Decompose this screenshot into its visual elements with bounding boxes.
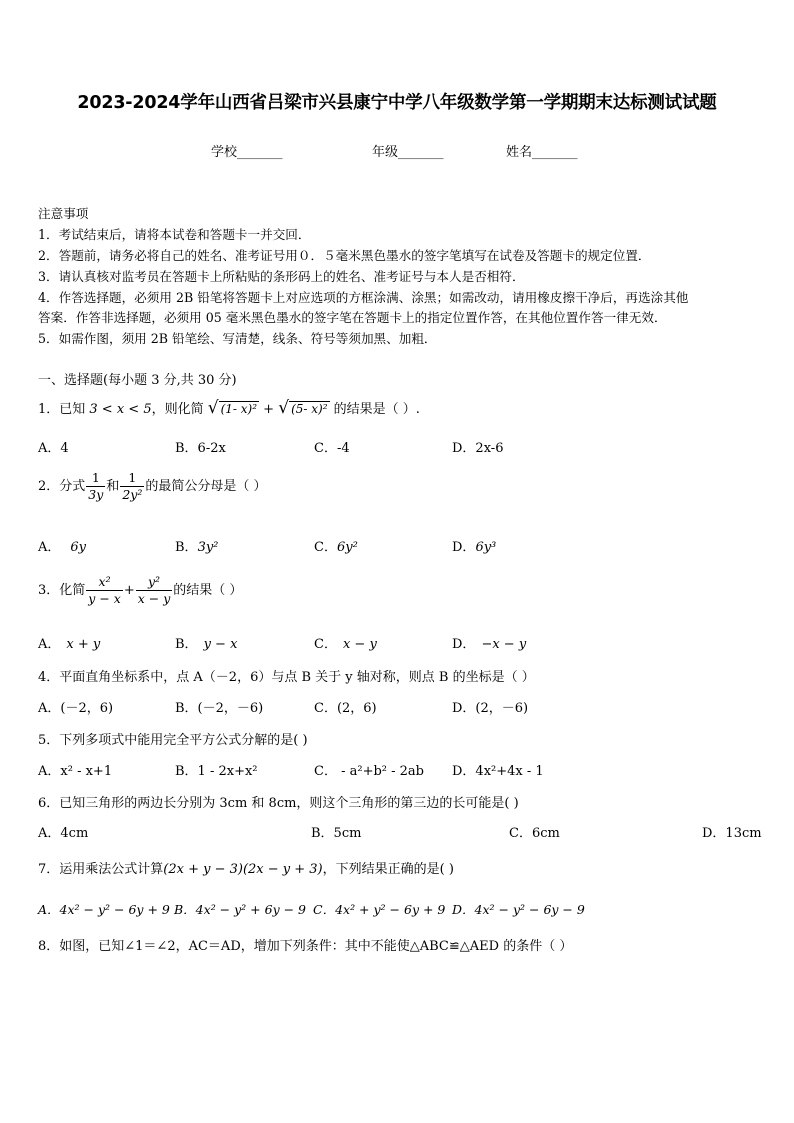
q2-option-a[interactable]: A． 6y	[38, 540, 87, 555]
question-7-stem: 7．运用乘法公式计算(2x + y − 3)(2x − y + 3)，下列结果正确的是( )	[38, 862, 454, 877]
question-3-stem: 3．化简 $\frac{\text{x²}}{y - x}$ + $\frac{\text{y²}}{x - y}$ 的结果（ ）	[38, 574, 243, 606]
question-5-stem: 5．下列多项式中能用完全平方公式分解的是( )	[38, 733, 308, 748]
note-item-4: 4．作答选择题，必须用 2B 铅笔将答题卡上对应选项的方框涂满、涂黑；如需改动，请用橡皮擦干净后，再选涂其他	[38, 290, 689, 305]
q2-fraction-1: $\frac{1}{3y}$	[88, 470, 104, 502]
q4-option-a[interactable]: A．(－2，6)	[38, 701, 114, 716]
q7-option-c[interactable]: C．4x² + y² − 6y + 9	[313, 902, 446, 917]
q6-option-b[interactable]: B．5cm	[311, 826, 362, 841]
grade-field[interactable]: 年级_______	[372, 145, 444, 160]
note-item-4-cont: 答案．作答非选择题，必须用 05 毫米黑色墨水的签字笔在答题卡上的指定位置作答，在其他位置作答一律无效．	[38, 310, 667, 325]
q2-option-b[interactable]: B．3y²	[175, 540, 219, 555]
q5-option-c[interactable]: C． - a²+b² - 2ab	[314, 764, 424, 779]
name-field[interactable]: 姓名_______	[506, 145, 578, 160]
q1-condition: 3 < x < 5	[89, 402, 152, 417]
note-item-1: 1．考试结束后，请将本试卷和答题卡一并交回．	[38, 227, 311, 242]
question-6-stem: 6．已知三角形的两边长分别为 3cm 和 8cm，则这个三角形的第三边的长可能是( )	[38, 796, 519, 811]
q1-option-b[interactable]: B．6-2x	[175, 441, 226, 456]
q3-fraction-1: $\frac{\text{x²}}{y - x}$	[88, 574, 121, 606]
q3-option-b[interactable]: B． y − x	[175, 637, 238, 652]
notes-heading: 注意事项	[38, 206, 89, 221]
question-1-stem: 1．已知 3 < x < 5，则化简 √ (1- x)² + √ (5- x)² 的结果是（ ）.	[38, 398, 420, 418]
q3-option-c[interactable]: C． x − y	[314, 637, 377, 652]
q2-option-d[interactable]: D．6y³	[452, 540, 497, 555]
q4-option-c[interactable]: C．(2，6)	[314, 701, 377, 716]
q5-option-b[interactable]: B．1 - 2x+x²	[175, 764, 258, 779]
q3-option-a[interactable]: A． x + y	[38, 637, 101, 652]
q3-fraction-2: $\frac{\text{y²}}{x - y}$	[137, 574, 171, 606]
school-field[interactable]: 学校_______	[211, 145, 283, 160]
q6-option-a[interactable]: A．4cm	[38, 826, 89, 841]
section-heading: 一、选择题(每小题 3 分,共 30 分)	[38, 373, 237, 388]
q4-option-d[interactable]: D．(2，－6)	[452, 701, 529, 716]
note-item-5: 5．如需作图，须用 2B 铅笔绘、写清楚，线条、符号等须加黑、加粗．	[38, 331, 437, 346]
q2-fraction-2: $\frac{1}{\text{2y²}}$	[122, 470, 143, 502]
question-8-stem: 8．如图，已知∠1＝∠2，AC＝AD，增加下列条件：其中不能使△ABC≌△AED 的条件（ ）	[38, 939, 573, 954]
q3-option-d[interactable]: D． −x − y	[452, 637, 527, 652]
sqrt-icon: √	[207, 398, 219, 418]
q7-option-d[interactable]: D．4x² − y² − 6y − 9	[452, 902, 585, 917]
q4-option-b[interactable]: B．(－2，－6)	[175, 701, 264, 716]
q2-option-c[interactable]: C．6y²	[314, 540, 358, 555]
q1-option-d[interactable]: D．2x-6	[452, 441, 504, 456]
note-item-2: 2．答题前，请务必将自己的姓名、准考证号用０．５毫米黑色墨水的签字笔填写在试卷及答题卡的规定位置．	[38, 248, 651, 263]
q1-option-c[interactable]: C．-4	[314, 441, 350, 456]
q5-option-a[interactable]: A．x² - x+1	[38, 764, 113, 779]
q7-option-a[interactable]: A．4x² − y² − 6y + 9	[38, 902, 170, 917]
q1-option-a[interactable]: A．4	[38, 441, 69, 456]
page-title: 2023-2024学年山西省吕梁市兴县康宁中学八年级数学第一学期期末达标测试试题	[77, 93, 717, 113]
note-item-3: 3．请认真核对监考员在答题卡上所粘贴的条形码上的姓名、准考证号与本人是否相符．	[38, 269, 525, 284]
q6-option-c[interactable]: C．6cm	[509, 826, 560, 841]
q7-expression: (2x + y − 3)(2x − y + 3)	[163, 862, 323, 877]
sqrt-icon: √	[278, 398, 290, 418]
question-4-stem: 4．平面直角坐标系中，点 A（－2，6）与点 B 关于 y 轴对称，则点 B 的坐标是（ ）	[38, 670, 535, 685]
q5-option-d[interactable]: D．4x²+4x - 1	[452, 764, 544, 779]
q7-option-b[interactable]: B．4x² − y² + 6y − 9	[174, 902, 307, 917]
q6-option-d[interactable]: D．13cm	[702, 826, 762, 841]
question-2-stem: 2．分式 $\frac{1}{3y}$ 和 $\frac{1}{\text{2y²}}$ 的最简公分母是（ ）	[38, 470, 267, 502]
